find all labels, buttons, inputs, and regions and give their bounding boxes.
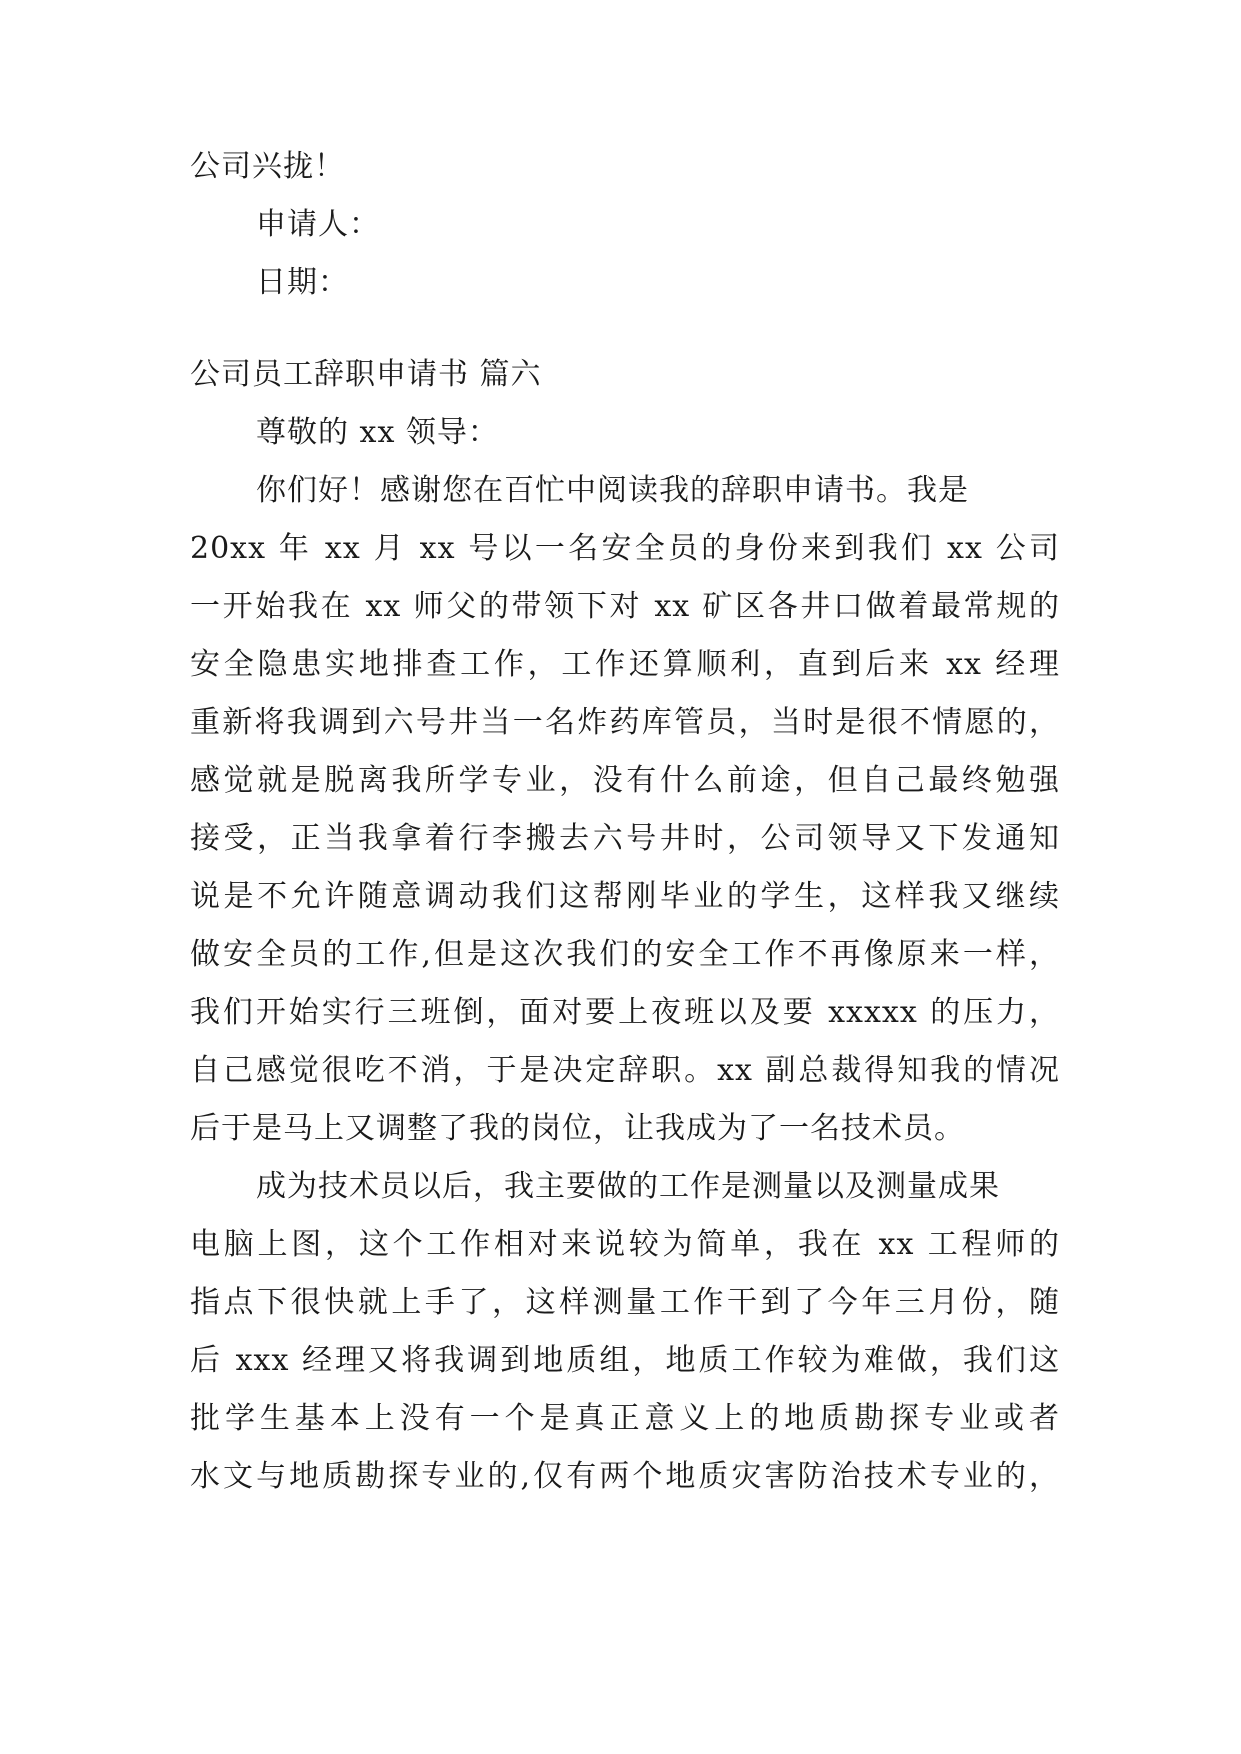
paragraph-line: 自己感觉很吃不消，于是决定辞职。xx 副总裁得知我的情况	[190, 1053, 1060, 1088]
paragraph-line: 你们好！感谢您在百忙中阅读我的辞职申请书。我是	[256, 473, 969, 508]
greeting-line: 尊敬的 xx 领导：	[256, 415, 499, 450]
paragraph-line: 说是不允许随意调动我们这帮刚毕业的学生，这样我又继续	[190, 879, 1060, 914]
paragraph-line: 感觉就是脱离我所学专业，没有什么前途，但自己最终勉强	[190, 763, 1060, 798]
section-block	[190, 346, 1060, 1506]
paragraph-1	[190, 462, 1060, 1158]
paragraph-line: 后于是马上又调整了我的岗位，让我成为了一名技术员。	[190, 1111, 965, 1146]
paragraph-2	[190, 1158, 1060, 1506]
paragraph-line: 指点下很快就上手了，这样测量工作干到了今年三月份，随	[190, 1285, 1060, 1320]
paragraph-line: 安全隐患实地排查工作，工作还算顺利，直到后来 xx 经理	[190, 647, 1060, 682]
paragraph-line: 20xx 年 xx 月 xx 号以一名安全员的身份来到我们 xx 公司	[190, 531, 1060, 566]
closing-block	[190, 138, 1060, 312]
paragraph-line: 电脑上图，这个工作相对来说较为简单，我在 xx 工程师的	[190, 1227, 1060, 1262]
paragraph-line: 水文与地质勘探专业的,仅有两个地质灾害防治技术专业的，	[190, 1459, 1060, 1494]
paragraph-line: 我们开始实行三班倒，面对要上夜班以及要 xxxxx 的压力，	[190, 995, 1060, 1030]
date-label: 日期：	[256, 265, 349, 300]
paragraph-line: 批学生基本上没有一个是真正意义上的地质勘探专业或者	[190, 1401, 1060, 1436]
paragraph-line: 做安全员的工作,但是这次我们的安全工作不再像原来一样，	[190, 937, 1060, 972]
closing-salutation: 公司兴拢！	[190, 149, 345, 184]
paragraph-line: 接受，正当我拿着行李搬去六号井时，公司领导又下发通知	[190, 821, 1060, 856]
section-title: 公司员工辞职申请书 篇六	[190, 357, 542, 392]
paragraph-line: 成为技术员以后，我主要做的工作是测量以及测量成果	[256, 1169, 1000, 1204]
paragraph-line: 重新将我调到六号井当一名炸药库管员，当时是很不情愿的，	[190, 705, 1060, 740]
paragraph-line: 一开始我在 xx 师父的带领下对 xx 矿区各井口做着最常规的	[190, 589, 1060, 624]
applicant-label: 申请人：	[256, 207, 380, 242]
paragraph-line: 后 xxx 经理又将我调到地质组，地质工作较为难做，我们这	[190, 1343, 1060, 1378]
